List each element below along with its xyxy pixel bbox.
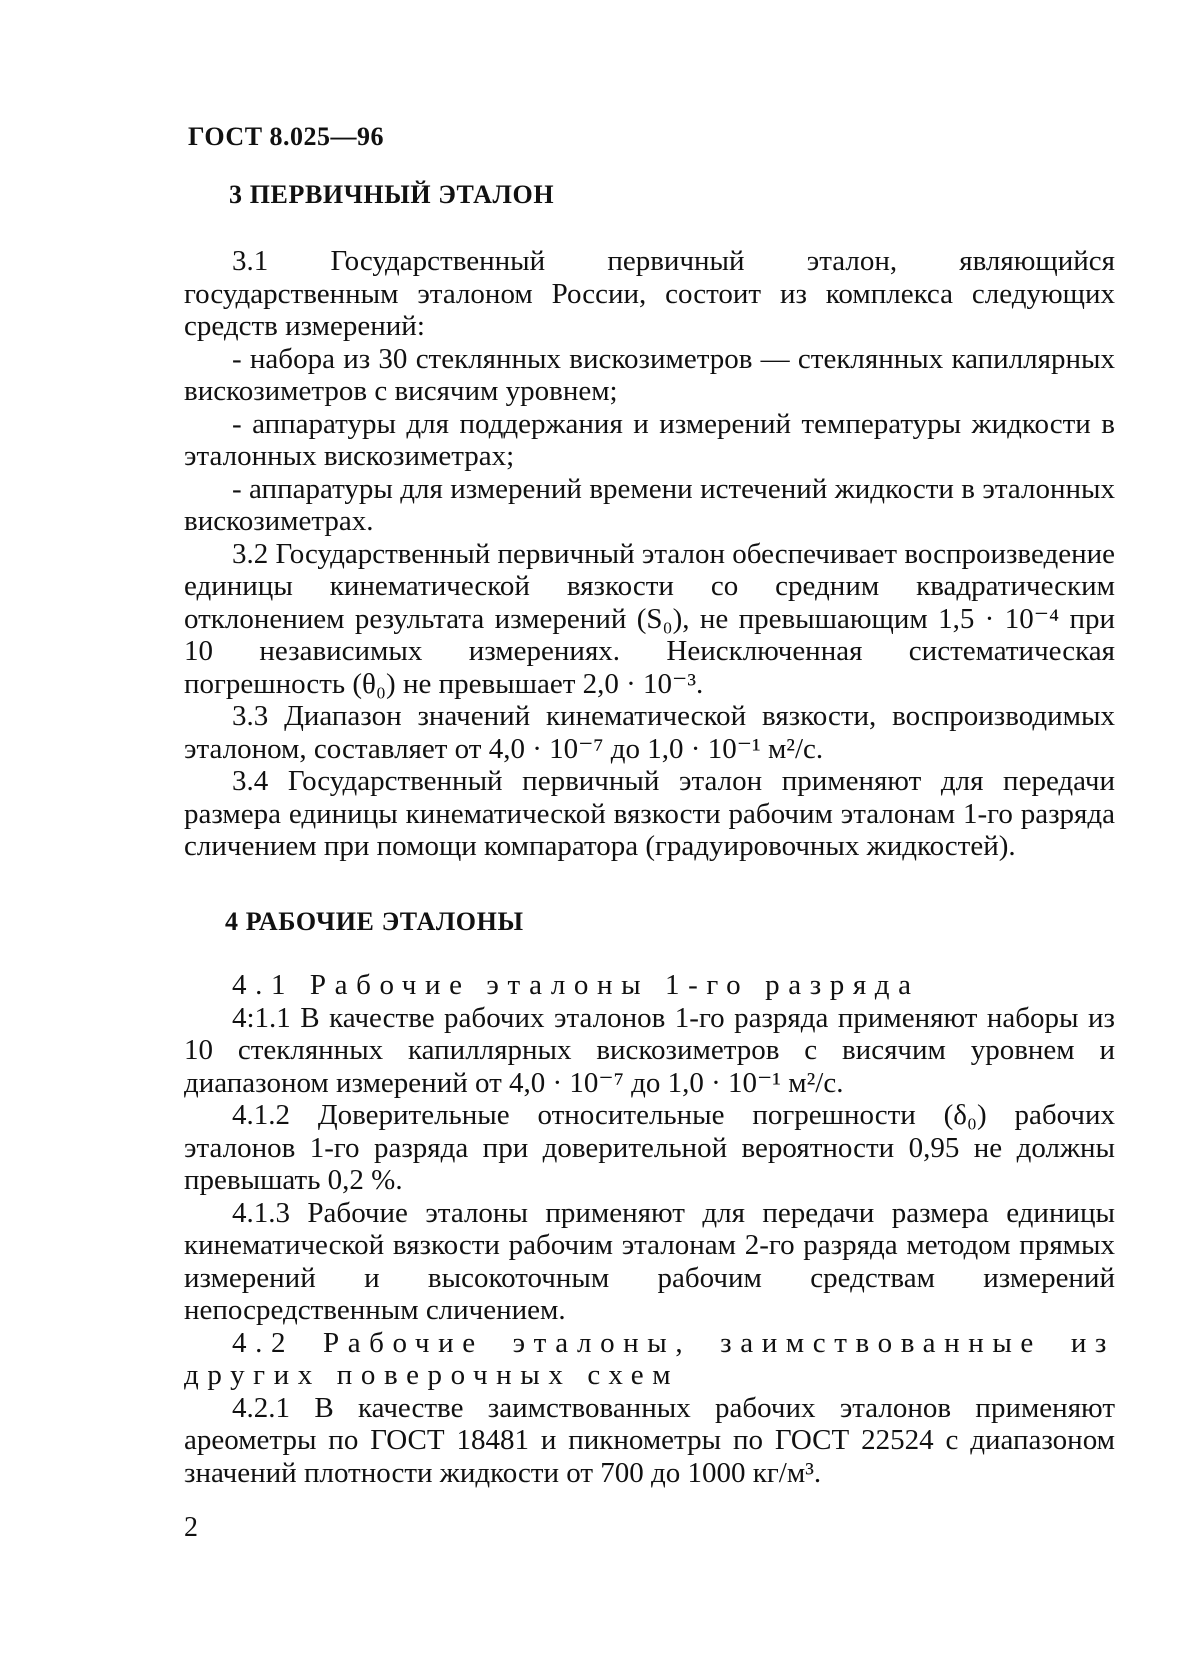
list-item-temperature-equipment: - аппаратуры для поддержания и измерений температуры жидкости в эталонных вискозиметрах;	[184, 407, 1115, 472]
paragraph-3-4: 3.4 Государственный первичный эталон применяют для передачи размера единицы кинематической вязкости рабочим эталонам 1-го разряда сличением при помощи компаратора (градуировочных жидкостей).	[184, 765, 1115, 862]
section-3-heading: 3 ПЕРВИЧНЫЙ ЭТАЛОН	[229, 180, 555, 209]
subsection-4-1-title: 4.1 Рабочие эталоны 1-го разряда	[232, 969, 920, 1001]
paragraph-4-1-1: 4:1.1 В качестве рабочих эталонов 1-го разряда применяют наборы из 10 стеклянных капиллярных вискозиметров с висячим уровнем и диапазоном измерений от 4,0 · 10⁻⁷ до 1,0 · 10⁻¹ м²/с.	[184, 1001, 1115, 1099]
list-item-time-equipment: - аппаратуры для измерений времени истечений жидкости в эталонных вискозиметрах.	[184, 472, 1115, 537]
paragraph-4-1-3: 4.1.3 Рабочие эталоны применяют для передачи размера единицы кинематической вязкости рабочим эталонам 2-го разряда методом прямых измерений и высокоточным рабочим средствам измерений непосредственным сличением.	[184, 1196, 1115, 1326]
paragraph-3-3: 3.3 Диапазон значений кинематической вязкости, воспроизводимых эталоном, составляет от 4,0 · 10⁻⁷ до 1,0 · 10⁻¹ м²/с.	[184, 700, 1115, 765]
paragraph-3-1: 3.1 Государственный первичный эталон, являющийся государственным эталоном России, состоит из комплекса следующих средств измерений:	[184, 245, 1115, 342]
standard-designation: ГОСТ 8.025—96	[188, 122, 385, 151]
subsection-4-2-title: 4.2 Рабочие эталоны, заимствованные из других поверочных схем	[184, 1326, 1115, 1391]
section-4-heading: 4 РАБОЧИЕ ЭТАЛОНЫ	[225, 907, 524, 936]
section-4-body	[184, 969, 1115, 1489]
page-number: 2	[184, 1512, 198, 1543]
paragraph-4-1-2: 4.1.2 Доверительные относительные погрешности (δ₀) рабочих эталонов 1-го разряда при доверительной вероятности 0,95 не должны превышать 0,2 %.	[184, 1099, 1115, 1196]
list-item-viscometers: - набора из 30 стеклянных вискозиметров — стеклянных капиллярных вискозиметров с висячим уровнем;	[184, 342, 1115, 407]
paragraph-4-2-1: 4.2.1 В качестве заимствованных рабочих эталонов применяют ареометры по ГОСТ 18481 и пикнометры по ГОСТ 22524 с диапазоном значений плотности жидкости от 700 до 1000 кг/м³.	[184, 1391, 1115, 1489]
paragraph-3-2: 3.2 Государственный первичный эталон обеспечивает воспроизведение единицы кинематической вязкости со средним квадратическим отклонением результата измерений (S₀), не превышающим 1,5 · 10⁻⁴ при 10 независимых измерениях. Неисключенная систематическая погрешность (θ₀) не превышает 2,0 · 10⁻³.	[184, 537, 1115, 700]
section-3-body	[184, 245, 1115, 863]
